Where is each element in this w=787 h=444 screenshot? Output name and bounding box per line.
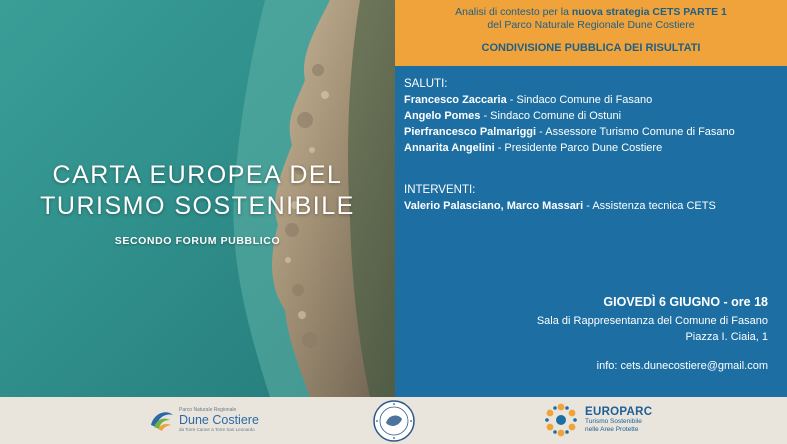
saluti-name: Annarita Angelini: [404, 142, 495, 154]
dune-tiny-label: da Torre Canne a Torre San Leonardo: [179, 426, 255, 432]
interventi-role: - Assistenza tecnica CETS: [583, 200, 716, 212]
saluti-role: - Sindaco Comune di Fasano: [506, 94, 653, 106]
europarc-logo[interactable]: [543, 402, 652, 438]
saluti-label: SALUTI:: [404, 78, 448, 90]
europarc-federation-seal[interactable]: [372, 399, 416, 443]
info-panel: [395, 66, 787, 397]
federation-seal-icon: [372, 399, 416, 443]
europarc-name: EUROPARC: [585, 406, 653, 418]
hero-subtitle: SECONDO FORUM PUBBLICO: [114, 235, 281, 247]
saluti-name: Angelo Pomes: [404, 110, 481, 122]
europarc-text: [585, 406, 652, 434]
saluti-role: - Assessore Turismo Comune di Fasano: [536, 126, 735, 138]
interventi-item: [404, 198, 716, 214]
header-line2: del Parco Naturale Regionale Dune Costiere: [487, 19, 695, 31]
event-date: GIOVEDÌ 6 GIUGNO - ore 18: [603, 295, 768, 309]
header-line1: [395, 6, 787, 18]
hero-title: [0, 160, 395, 222]
dune-costiere-text: [179, 407, 259, 432]
hero-title-line2: TURISMO SOSTENIBILE: [40, 192, 355, 220]
saluti-item: [404, 124, 735, 140]
dune-costiere-icon: [148, 405, 176, 433]
dune-name-label: Dune Costiere: [179, 412, 259, 427]
interventi-section: [404, 184, 716, 214]
dune-small-label: Parco Naturale Regionale: [179, 406, 237, 413]
saluti-name: Francesco Zaccaria: [404, 94, 507, 106]
header-banner: [395, 0, 787, 66]
contact-email[interactable]: info: cets.dunecostiere@gmail.com: [596, 360, 768, 372]
saluti-item: [404, 140, 735, 156]
saluti-section: [404, 78, 735, 156]
saluti-role: - Presidente Parco Dune Costiere: [494, 142, 663, 154]
interventi-name: Valerio Palasciano, Marco Massari: [404, 200, 584, 212]
hero-photo: [0, 0, 395, 397]
footer-logos: [0, 397, 787, 444]
header-line3: CONDIVISIONE PUBBLICA DEI RISULTATI: [481, 42, 701, 54]
hero-title-line1: CARTA EUROPEA DEL: [52, 161, 343, 189]
dune-costiere-logo[interactable]: [148, 405, 259, 433]
saluti-item: [404, 108, 735, 124]
event-details: [537, 295, 768, 345]
event-address: Piazza I. Ciaia, 1: [685, 331, 768, 343]
header-line1-prefix: Analisi di contesto per la: [455, 6, 572, 18]
interventi-label: INTERVENTI:: [404, 184, 476, 196]
saluti-role: - Sindaco Comune di Ostuni: [480, 110, 622, 122]
europarc-line1: Turismo Sostenibile: [585, 418, 642, 425]
saluti-item: [404, 92, 735, 108]
saluti-name: Pierfrancesco Palmariggi: [404, 126, 537, 138]
europarc-icon: [543, 402, 579, 438]
event-place: Sala di Rappresentanza del Comune di Fasano: [536, 315, 768, 327]
header-line1-bold: nuova strategia CETS PARTE 1: [571, 6, 727, 18]
europarc-line2: nelle Aree Protette: [585, 426, 639, 433]
